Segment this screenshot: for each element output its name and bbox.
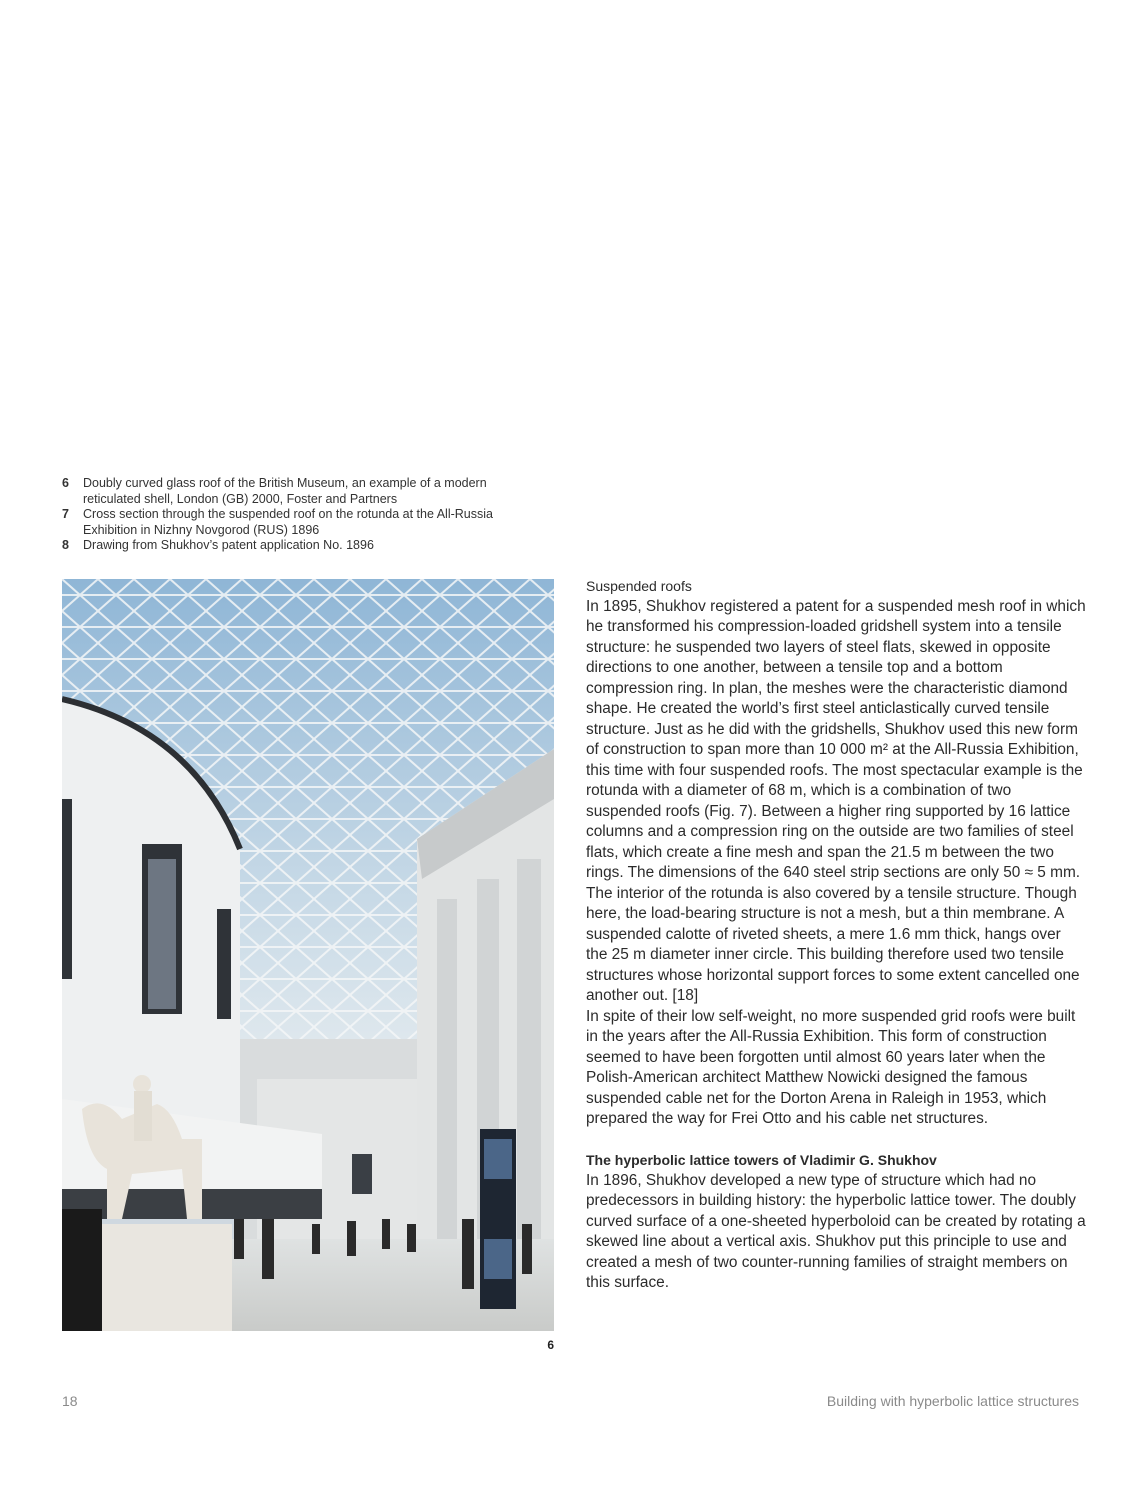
caption-number: 8 <box>62 538 69 552</box>
caption-8 <box>62 538 532 554</box>
figure-number: 6 <box>547 1338 554 1352</box>
visitor-silhouette <box>62 1209 102 1331</box>
caption-text: Drawing from Shukhov’s patent application No. 1896 <box>83 538 374 552</box>
caption-number: 6 <box>62 476 69 490</box>
page-number: 18 <box>62 1393 78 1409</box>
british-museum-photo <box>62 579 554 1331</box>
great-court-illustration <box>62 579 554 1331</box>
statue-plinth <box>82 1224 232 1331</box>
caption-text: Cross section through the suspended roof on the rotunda at the All-Russia Exhibition in Nizhny Novgorod (RUS) 1896 <box>83 507 493 537</box>
running-title: Building with hyperbolic lattice structures <box>826 1393 1079 1409</box>
section-title: Suspended roofs <box>586 578 692 594</box>
paragraph: In 1895, Shukhov registered a patent for a suspended mesh roof in which he transformed his compression-loaded gridshell system into a tensile structure: he suspended two layers of steel flats, skewed in opposite directions to one another, between a tensile top and a bottom compression ring. In plan, the meshes were the characteristic diamond shape. He created the world’s first steel anticlastically curved tensile structure. Just as he did with the gridshells, Shukhov used this new form of construction to span more than 10 000 m² at the All-Russia Exhibition, this time with four suspended roofs. The most spectacular example is the rotunda with a diameter of 68 m, which is a combination of two suspended roofs (Fig. 7). Between a higher ring supported by 16 lattice columns and a compression ring on the outside are two families of steel flats, which create a fine mesh and span the 21.5 m between the two rings. The dimensions of the 640 steel strip sections are only 50 ≈ 5 mm. The interior of the rotunda is also covered by a tensile structure. Though here, the load-bearing structure is not a mesh, but a thin membrane. A suspended calotte of riveted sheets, a mere 1.6 mm thick, hangs over the 25 m diameter inner circle. This building therefore used two tensile structures whose horizontal support forces to some extent cancelled one another out. [18] <box>586 597 1086 1004</box>
caption-6 <box>62 476 532 507</box>
paragraph: In spite of their low self-weight, no more suspended grid roofs were built in the years after the All-Russia Exhibition. This form of construction seemed to have been forgotten until almost 60 years later when the Polish-American architect Matthew Nowicki designed the famous suspended cable net for the Dorton Arena in Raleigh in 1953, which prepared the way for Frei Otto and his cable net structures. <box>586 1007 1076 1127</box>
paragraph: In 1896, Shukhov developed a new type of structure which had no predecessors in building history: the hyperbolic lattice tower. The doubly curved surface of a one-sheeted hyperboloid can be created by rotating a skewed line about a vertical axis. Shukhov put this principle to use and created a mesh of two counter-running families of straight members on this surface. <box>586 1171 1086 1291</box>
caption-7 <box>62 507 532 538</box>
caption-text: Doubly curved glass roof of the British Museum, an example of a modern reticulated shell, London (GB) 2000, Foster and Partners <box>83 476 487 506</box>
body-text <box>586 576 1086 1294</box>
section-title: The hyperbolic lattice towers of Vladimir G. Shukhov <box>586 1152 937 1168</box>
figure-captions <box>62 476 532 554</box>
caption-number: 7 <box>62 507 69 521</box>
